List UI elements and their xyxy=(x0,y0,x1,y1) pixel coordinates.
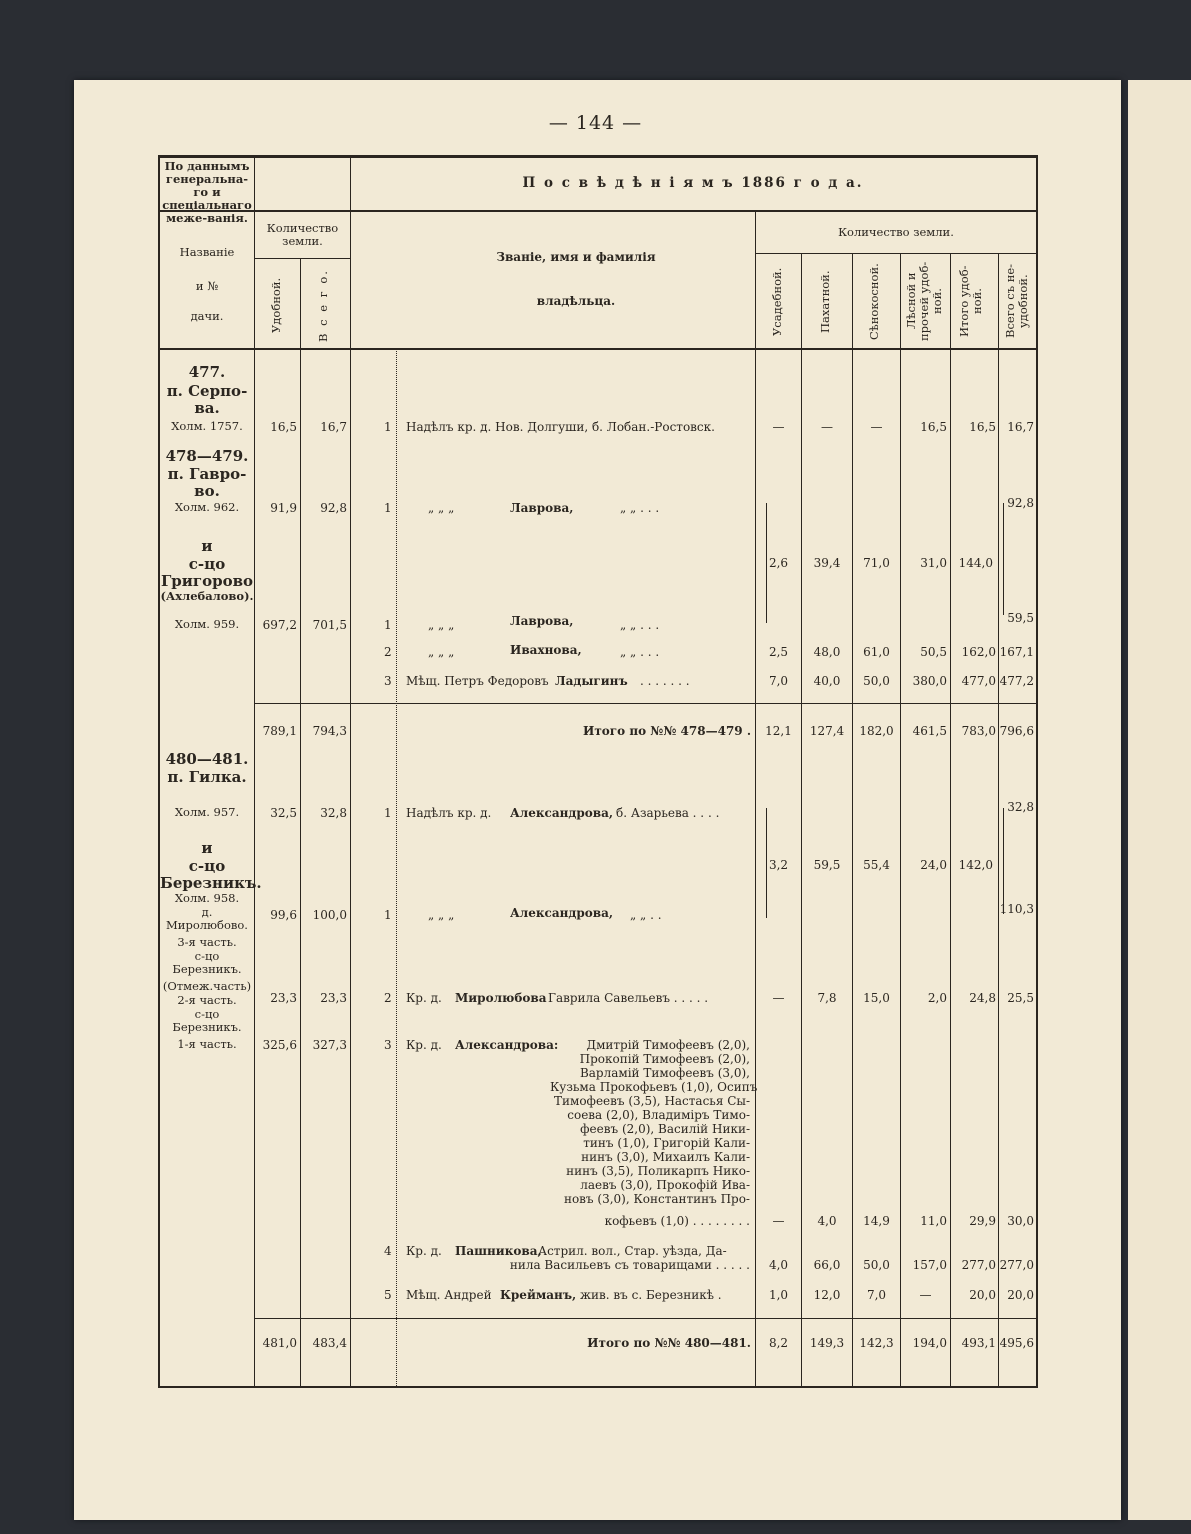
owner-line: Варламій Тимофеевъ (3,0), xyxy=(579,1066,750,1080)
plot-holm: Холм. 959. xyxy=(174,617,240,631)
cell-owner-tail: Гаврила Савельевъ . . . . . xyxy=(548,991,709,1005)
cell-total-all: 110,3 xyxy=(999,902,1034,916)
owner-line: феевъ (2,0), Василій Ники- xyxy=(580,1122,750,1136)
cell-hay: 50,0 xyxy=(863,1258,890,1272)
cell-arable: 59,5 xyxy=(813,858,841,872)
header-owner-2: владѣльца. xyxy=(536,294,616,308)
cell-forest: 16,5 xyxy=(920,420,947,434)
header-name-2: и № xyxy=(195,279,219,293)
cell-usable: 23,3 xyxy=(270,991,297,1005)
total-rule xyxy=(255,703,1036,704)
plot-sub: с-цо Березникъ. xyxy=(172,1007,242,1034)
total-arable: 127,4 xyxy=(809,724,845,738)
cell-owner: Пашникова, xyxy=(455,1244,542,1258)
plot-note: (Отмеж.часть) xyxy=(162,979,252,993)
header-estate: Усадебной. xyxy=(770,267,784,337)
cell-owner-tail: Астрил. вол., Стар. уѣзда, Да- xyxy=(538,1244,727,1258)
cell-hay: 71,0 xyxy=(863,556,890,570)
cell-total: 32,8 xyxy=(320,806,347,820)
plot-and: и xyxy=(201,839,213,857)
page-number: — 144 — xyxy=(548,112,643,134)
owner-line: Дмитрій Тимофеевъ (2,0), xyxy=(586,1038,750,1052)
total-arable: 149,3 xyxy=(809,1336,845,1350)
header-name-1: Названіе xyxy=(179,245,235,259)
cell-total-all: 25,5 xyxy=(1007,991,1034,1005)
owner-line: кофьевъ (1,0) . . . . . . . . xyxy=(604,1214,750,1228)
cell-estate: — xyxy=(772,1214,785,1228)
cell-hay: 7,0 xyxy=(866,1288,887,1302)
total-hay: 142,3 xyxy=(859,1336,894,1350)
cell-total: 23,3 xyxy=(320,991,347,1005)
header-usable: Удобной. xyxy=(269,277,283,334)
cell-estate: 1,0 xyxy=(768,1288,789,1302)
col-divider xyxy=(396,348,397,1386)
brace xyxy=(1003,808,1009,914)
total-label: Итого по №№ 480—481. xyxy=(587,1336,751,1350)
facing-page-edge xyxy=(1128,80,1191,1520)
header-rule xyxy=(160,210,1036,212)
cell-arable: 48,0 xyxy=(813,645,841,659)
cell-estate: — xyxy=(772,991,785,1005)
header-total: В с е г о. xyxy=(316,269,330,342)
total-total: 483,4 xyxy=(312,1336,347,1350)
header-total-usable: Итого удоб-ной. xyxy=(957,265,984,337)
cell-owner-tail: . . . . . . . xyxy=(640,674,690,688)
cell-index: 1 xyxy=(384,420,392,434)
plot-sub: с-цо Березникъ. xyxy=(172,949,242,976)
cell-total-usable: 24,8 xyxy=(969,991,996,1005)
plot-part: 1-я часть. xyxy=(177,1037,237,1051)
plot-holm: Холм. 957. xyxy=(174,805,240,819)
total-usable: 481,0 xyxy=(262,1336,297,1350)
cell-owner: Лаврова, xyxy=(510,501,574,515)
cell-total: 92,8 xyxy=(320,501,347,515)
cell-owner-pre: Кр. д. xyxy=(406,991,442,1005)
cell-index: 4 xyxy=(384,1244,392,1258)
cell-index: 3 xyxy=(384,1038,392,1052)
cell-forest: 11,0 xyxy=(920,1214,947,1228)
header-name-3: дачи. xyxy=(190,309,224,323)
cell-owner-tail: жив. въ с. Березникѣ . xyxy=(580,1288,722,1302)
cell-total: 327,3 xyxy=(312,1038,347,1052)
cell-estate: 7,0 xyxy=(768,674,789,688)
cell-forest: 157,0 xyxy=(912,1258,947,1272)
cell-total-all: 277,0 xyxy=(999,1258,1034,1272)
total-forest: 461,5 xyxy=(912,724,947,738)
plot-holm: Холм. 1757. xyxy=(171,419,243,433)
cell-owner-pre: Кр. д. xyxy=(406,1038,442,1052)
cell-usable: 697,2 xyxy=(262,618,297,632)
total-hay: 182,0 xyxy=(859,724,894,738)
header-hay: Сѣнокосной. xyxy=(867,263,881,341)
owner-line: нинъ (3,0), Михаилъ Кали- xyxy=(581,1150,750,1164)
plot-name: с-цо Григорово xyxy=(160,555,254,590)
cell-total-usable: 477,0 xyxy=(961,674,996,688)
cell-arable: 7,8 xyxy=(817,991,837,1005)
cell-forest: 2,0 xyxy=(927,991,947,1005)
cell-owner: Крейманъ, xyxy=(500,1288,577,1302)
total-total-all: 495,6 xyxy=(999,1336,1034,1350)
cell-forest: — xyxy=(919,1288,932,1302)
cell-owner-pre: Надѣлъ кр. д. xyxy=(406,806,492,820)
cell-owner-line2: нила Васильевъ съ товарищами . . . . . xyxy=(509,1258,750,1272)
cell-total-all: 59,5 xyxy=(1007,611,1034,625)
owner-line: лаевъ (3,0), Прокофій Ива- xyxy=(580,1178,750,1192)
header-left-title: По даннымъ генеральна-го и спеціальнаго меже-ванія. xyxy=(162,159,252,225)
header-owner-1: Званіе, имя и фамилія xyxy=(496,250,656,264)
cell-owner: Александрова, xyxy=(510,806,614,820)
cell-owner-tail: „ „ . . xyxy=(630,908,662,922)
cell-owner-pre: Кр. д. xyxy=(406,1244,442,1258)
cell-total-all: 30,0 xyxy=(1007,1214,1034,1228)
cell-usable: 99,6 xyxy=(270,908,297,922)
cell-index: 2 xyxy=(384,991,392,1005)
cell-index: 3 xyxy=(384,674,392,688)
cell-owner: Ладыгинъ xyxy=(555,674,628,688)
cell-arable: 12,0 xyxy=(813,1288,841,1302)
owner-line: новъ (3,0), Константинъ Про- xyxy=(563,1192,750,1206)
cell-estate: 3,2 xyxy=(768,858,789,872)
col-divider xyxy=(755,210,756,1386)
cell-forest: 24,0 xyxy=(920,858,947,872)
col-divider xyxy=(254,158,255,1386)
total-forest: 194,0 xyxy=(912,1336,947,1350)
cell-hay: 55,4 xyxy=(863,858,890,872)
header-rule xyxy=(255,258,350,259)
cell-hay: 15,0 xyxy=(863,991,890,1005)
cell-index: 1 xyxy=(384,908,392,922)
plot-part: 3-я часть. xyxy=(177,935,237,949)
owner-line: Тимофеевъ (3,5), Настасья Сы- xyxy=(554,1094,750,1108)
plot-and: и xyxy=(201,537,213,555)
plot-alt-name: (Ахлебалово). xyxy=(160,589,254,603)
total-rule xyxy=(255,1318,1036,1319)
plot-number: 478—479. xyxy=(165,447,249,465)
cell-index: 1 xyxy=(384,806,392,820)
cell-arable: 40,0 xyxy=(813,674,841,688)
col-divider xyxy=(350,158,351,1386)
plot-number: 477. xyxy=(188,363,226,381)
cell-estate: 2,6 xyxy=(768,556,789,570)
plot-holm: Холм. 958. xyxy=(174,891,240,905)
brace xyxy=(1003,503,1009,615)
cell-index: 1 xyxy=(384,618,392,632)
cell-total: 100,0 xyxy=(312,908,347,922)
header-qty-left: Количество земли. xyxy=(266,221,339,248)
cell-total-all: 477,2 xyxy=(999,674,1034,688)
header-qty-right: Количество земли. xyxy=(838,225,954,239)
owner-line: нинъ (3,5), Поликарпъ Нико- xyxy=(566,1164,750,1178)
cell-estate: 2,5 xyxy=(768,645,789,659)
header-forest: Лѣсной и прочей удоб-ной. xyxy=(904,261,944,341)
plot-part: 2-я часть. xyxy=(177,993,237,1007)
cell-forest: 380,0 xyxy=(912,674,947,688)
cell-arable: — xyxy=(821,420,833,434)
land-table xyxy=(158,155,1038,1388)
cell-owner-pre: Мѣщ. Петръ Федоровъ xyxy=(406,674,549,688)
plot-name: п. Серпо-ва. xyxy=(166,382,248,417)
cell-ditto: „ „ „ xyxy=(428,908,455,922)
header-total-all: Всего съ не-удобной. xyxy=(1003,263,1030,339)
header-rule xyxy=(160,348,1036,350)
cell-ditto: „ „ „ xyxy=(428,501,455,515)
plot-number: 480—481. xyxy=(165,750,249,768)
cell-owner: Ивахнова, xyxy=(510,643,582,657)
plot-name: п. Гилка. xyxy=(167,768,247,786)
total-total-usable: 493,1 xyxy=(961,1336,996,1350)
cell-hay: — xyxy=(870,420,883,434)
cell-total-all: 16,7 xyxy=(1007,420,1034,434)
cell-owner-tail: „ „ . . . xyxy=(620,618,660,632)
cell-ditto: „ „ „ xyxy=(428,618,455,632)
cell-owner: Лаврова, xyxy=(510,614,574,628)
cell-owner: Александрова: xyxy=(455,1038,559,1052)
plot-name: п. Гавро-во. xyxy=(167,465,247,500)
cell-total-usable: 16,5 xyxy=(969,420,996,434)
total-usable: 789,1 xyxy=(262,724,297,738)
cell-total: 701,5 xyxy=(312,618,347,632)
total-estate: 12,1 xyxy=(765,724,792,738)
cell-owner: Александрова, xyxy=(510,906,614,920)
total-total-all: 796,6 xyxy=(999,724,1034,738)
cell-forest: 50,5 xyxy=(920,645,947,659)
cell-total: 16,7 xyxy=(320,420,347,434)
cell-usable: 91,9 xyxy=(270,501,297,515)
cell-arable: 4,0 xyxy=(817,1214,837,1228)
cell-total-usable: 142,0 xyxy=(958,858,993,872)
cell-forest: 31,0 xyxy=(920,556,947,570)
plot-name: с-цо Березникъ. xyxy=(160,857,262,892)
cell-owner: Миролюбова xyxy=(455,991,547,1005)
total-label: Итого по №№ 478—479 . xyxy=(583,724,751,738)
cell-owner-tail: „ „ . . . xyxy=(620,501,660,515)
cell-arable: 39,4 xyxy=(813,556,841,570)
owner-line: соева (2,0), Владиміръ Тимо- xyxy=(567,1108,750,1122)
cell-total-usable: 162,0 xyxy=(961,645,996,659)
cell-total-usable: 20,0 xyxy=(969,1288,996,1302)
header-arable: Пахатной. xyxy=(818,270,832,334)
cell-total-usable: 277,0 xyxy=(961,1258,996,1272)
cell-owner-tail: „ „ . . . xyxy=(620,645,660,659)
cell-hay: 14,9 xyxy=(863,1214,890,1228)
cell-index: 2 xyxy=(384,645,392,659)
cell-usable: 32,5 xyxy=(270,806,297,820)
cell-owner-pre: Мѣщ. Андрей xyxy=(406,1288,492,1302)
cell-index: 5 xyxy=(384,1288,392,1302)
header-rule xyxy=(756,253,1036,254)
cell-total-usable: 144,0 xyxy=(958,556,993,570)
cell-total-all: 32,8 xyxy=(1007,800,1034,814)
cell-total-all: 92,8 xyxy=(1007,496,1034,510)
total-estate: 8,2 xyxy=(768,1336,789,1350)
cell-usable: 325,6 xyxy=(262,1038,297,1052)
cell-owner: Надѣлъ кр. д. Нов. Долгуши, б. Лобан.-Ростовск. xyxy=(406,420,715,434)
cell-owner-tail: б. Азарьева . . . . xyxy=(616,806,720,820)
total-total: 794,3 xyxy=(312,724,347,738)
cell-total-all: 20,0 xyxy=(1007,1288,1034,1302)
total-total-usable: 783,0 xyxy=(961,724,996,738)
cell-hay: 61,0 xyxy=(863,645,890,659)
cell-index: 1 xyxy=(384,501,392,515)
plot-holm: Холм. 962. xyxy=(174,500,240,514)
owner-line: Прокопій Тимофеевъ (2,0), xyxy=(579,1052,750,1066)
owner-line: Кузьма Прокофьевъ (1,0), Осипъ xyxy=(550,1080,758,1094)
header-right-title: П о с в ѣ д ѣ н і я м ъ 1886 г о д а. xyxy=(522,175,864,191)
cell-hay: 50,0 xyxy=(863,674,890,688)
cell-total-all: 167,1 xyxy=(999,645,1034,659)
cell-estate: — xyxy=(772,420,785,434)
cell-usable: 16,5 xyxy=(270,420,297,434)
plot-sub: д. Миролюбово. xyxy=(166,905,248,932)
cell-total-usable: 29,9 xyxy=(969,1214,996,1228)
cell-ditto: „ „ „ xyxy=(428,645,455,659)
owner-line: тинъ (1,0), Григорій Кали- xyxy=(583,1136,750,1150)
cell-arable: 66,0 xyxy=(813,1258,841,1272)
cell-estate: 4,0 xyxy=(768,1258,789,1272)
